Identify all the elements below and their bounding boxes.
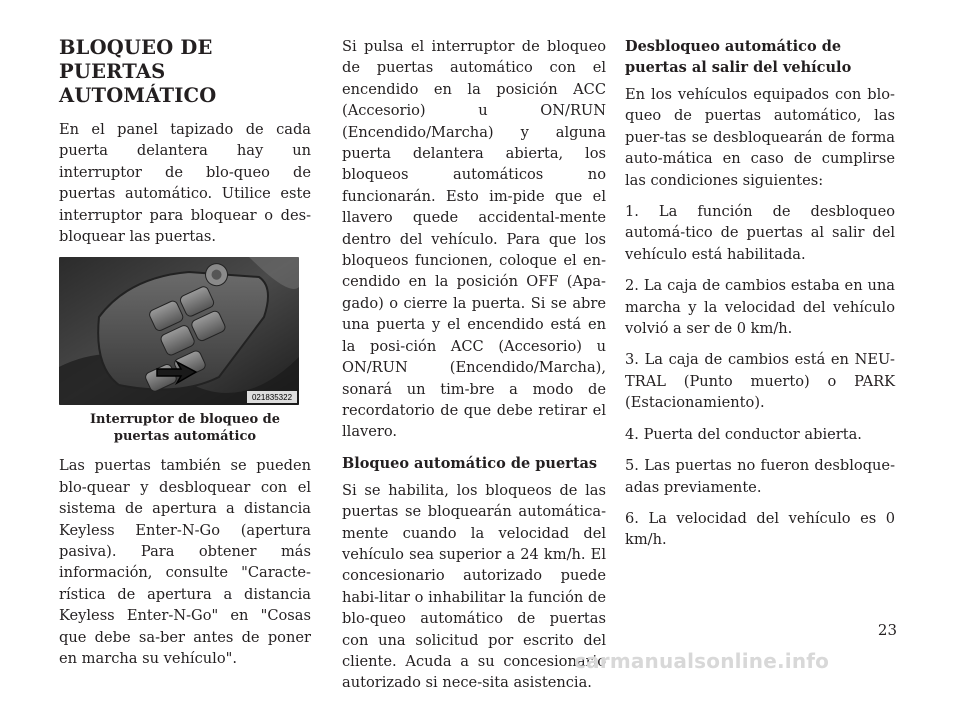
column-middle — [342, 36, 606, 704]
column-right — [625, 36, 895, 561]
auto-unlock-intro: En los vehículos equipados con blo-queo de puertas automático, las puer-tas se desbloquearán de forma auto-mática en caso de cumplirse las condiciones siguientes: — [625, 86, 895, 189]
auto-lock-subheading: Bloqueo automático de puertas — [342, 454, 598, 472]
auto-lock-paragraph: Si se habilita, los bloqueos de las puertas se bloquearán automática-mente cuando la velocidad del vehículo sea superior a 24 km/h. El concesionario autorizado puede habi-litar o inhabilitar la función de blo-queo automático de puertas con una solicitud por escrito del cliente. Acuda a su concesionario autorizado si nece-sita asistencia. — [342, 481, 606, 692]
column-left — [59, 36, 311, 680]
section-title-line2: AUTOMÁTICO — [59, 84, 217, 107]
acc-warning-paragraph: Si pulsa el interruptor de bloqueo de puertas automático con el encendido en la posición ACC (Accesorio) u ON/RUN (Encendido/Marcha) y alguna puerta delantera abierta, los bloqueos automáticos no funcionarán. Esto im-pide que el llavero quede accidental-mente dentro del vehículo. Para que los bloqueos funcionen, coloque el en-cendido en la posición OFF (Apa-gado) o cierre la puerta. Si se abre una puerta y el encendido está en la posi-ción ACC (Accesorio) u ON/RUN (Encendido/Marcha), sonará un tim-bre a modo de recordatorio de que debe retirar el llavero. — [342, 38, 606, 441]
auto-unlock-subheading-line1: Desbloqueo automático de — [625, 38, 842, 55]
page-number: 23 — [877, 621, 897, 639]
condition-item: 5. Las puertas no fueron desbloque-adas previamente. — [625, 457, 895, 496]
condition-item: 1. La función de desbloqueo automá-tico de puertas al salir del vehículo está habilitada. — [625, 203, 895, 263]
auto-unlock-subheading-line2: puertas al salir del vehículo — [625, 59, 852, 76]
figure-caption: Interruptor de bloqueo de puertas automático — [89, 412, 281, 445]
figure-code: 021835322 — [251, 393, 293, 403]
section-title-line1: BLOQUEO DE PUERTAS — [59, 36, 213, 83]
intro-paragraph: En el panel tapizado de cada puerta delantera hay un interruptor de blo-queo de puertas automático. Utilice este interruptor para bloquear o des-bloquear las puertas. — [59, 121, 311, 246]
door-switch-photo — [59, 257, 299, 405]
condition-item: 3. La caja de cambios está en NEU-TRAL (Punto muerto) o PARK (Estacionamiento). — [625, 351, 895, 412]
condition-item: 4. Puerta del conductor abierta. — [625, 425, 862, 443]
section-title — [59, 36, 311, 108]
watermark: carmanualsonline.info — [574, 649, 830, 673]
condition-item: 2. La caja de cambios estaba en una marcha y la velocidad del vehículo volvió a ser de 0 km/h. — [625, 277, 895, 338]
keyless-paragraph: Las puertas también se pueden blo-quear y desbloquear con el sistema de apertura a distancia Keyless Enter-N-Go (apertura pasiva). Para obtener más información, consulte "Caracte-rística de apertura a distancia Keyless Enter-N-Go" en "Cosas que debe sa-ber antes de poner en marcha su vehículo". — [59, 457, 311, 668]
auto-unlock-subheading — [625, 36, 895, 78]
condition-item: 6. La velocidad del vehículo es 0 km/h. — [625, 509, 895, 549]
